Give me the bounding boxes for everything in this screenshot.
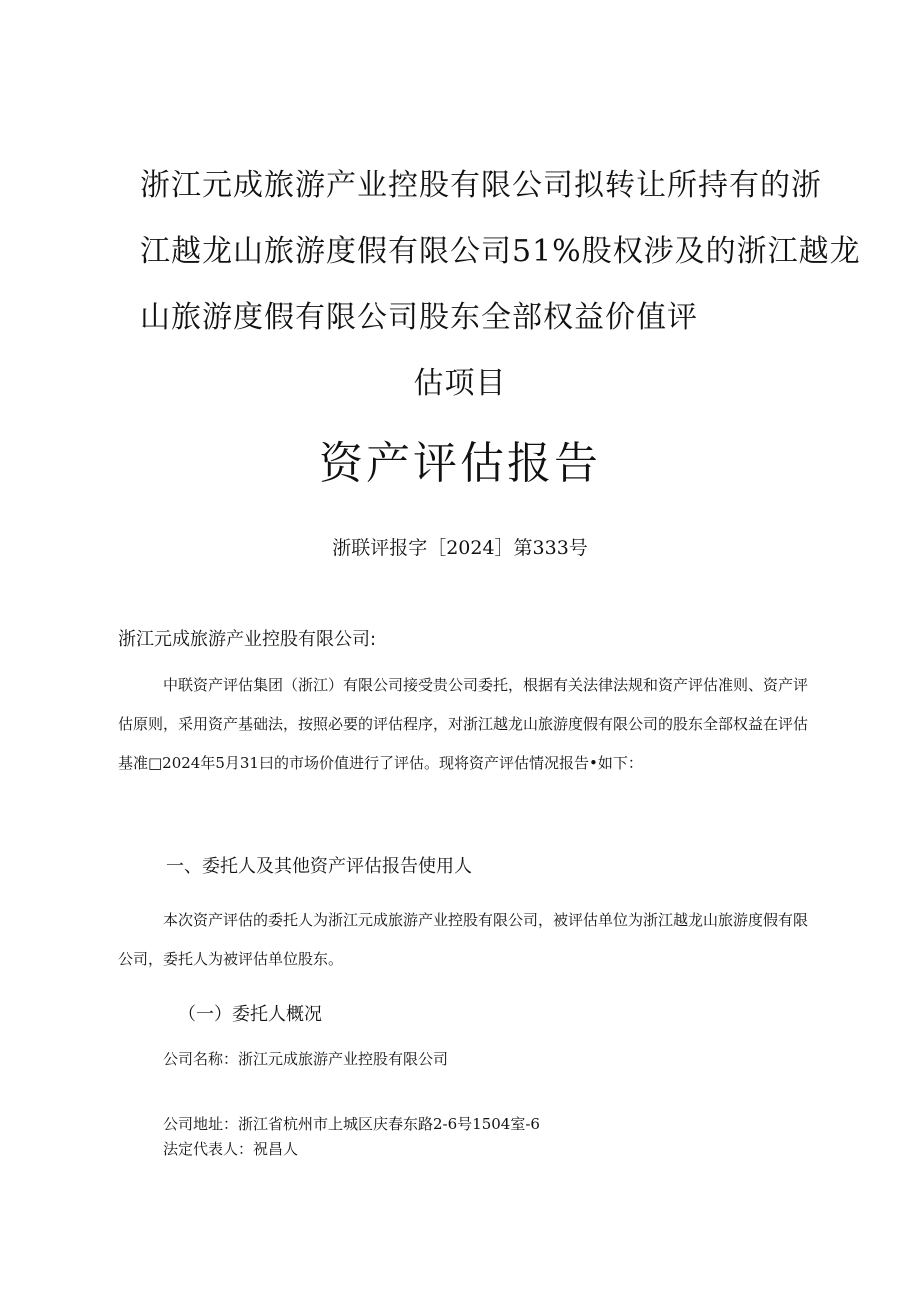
- report-number: 浙联评报字［2024］第333号: [332, 537, 588, 559]
- company-address-field: 公司地址：浙江省杭州市上城区庆春东路2-6号1504室-6: [163, 1115, 540, 1133]
- report-title-line-3: 山旅游度假有限公司股东全部权益价值评: [140, 300, 698, 335]
- report-title-line-4: 估项目: [413, 366, 507, 401]
- intro-paragraph: 中联资产评估集团（浙江）有限公司接受贵公司委托，根据有关法律法规和资产评估准则、资产评估原则，采用资产基础法，按照必要的评估程序，对浙江越龙山旅游度假有限公司的股东全部权益在评估基准□2024年5月31曰的市场价值进行了评估。现将资产评估情况报告•如下：: [118, 676, 809, 772]
- legal-representative-field: 法定代表人：祝昌人: [163, 1140, 299, 1158]
- addressee: 浙江元成旅游产业控股有限公司:: [118, 629, 377, 650]
- subsection-1-heading: （一）委托人概况: [178, 1004, 322, 1025]
- report-title-line-1: 浙江元成旅游产业控股有限公司拟转让所持有的浙: [140, 168, 822, 203]
- section-1-paragraph: 本次资产评估的委托人为浙江元成旅游产业控股有限公司，被评估单位为浙江越龙山旅游度假有限公司，委托人为被评估单位股东。: [118, 911, 809, 968]
- section-1-heading: 一、委托人及其他资产评估报告使用人: [166, 856, 472, 877]
- report-title-line-2: 江越龙山旅游度假有限公司51%股权涉及的浙江越龙: [140, 234, 861, 269]
- report-type-heading: 资产评估报告: [319, 438, 601, 489]
- company-name-field: 公司名称：浙江元成旅游产业控股有限公司: [163, 1050, 449, 1068]
